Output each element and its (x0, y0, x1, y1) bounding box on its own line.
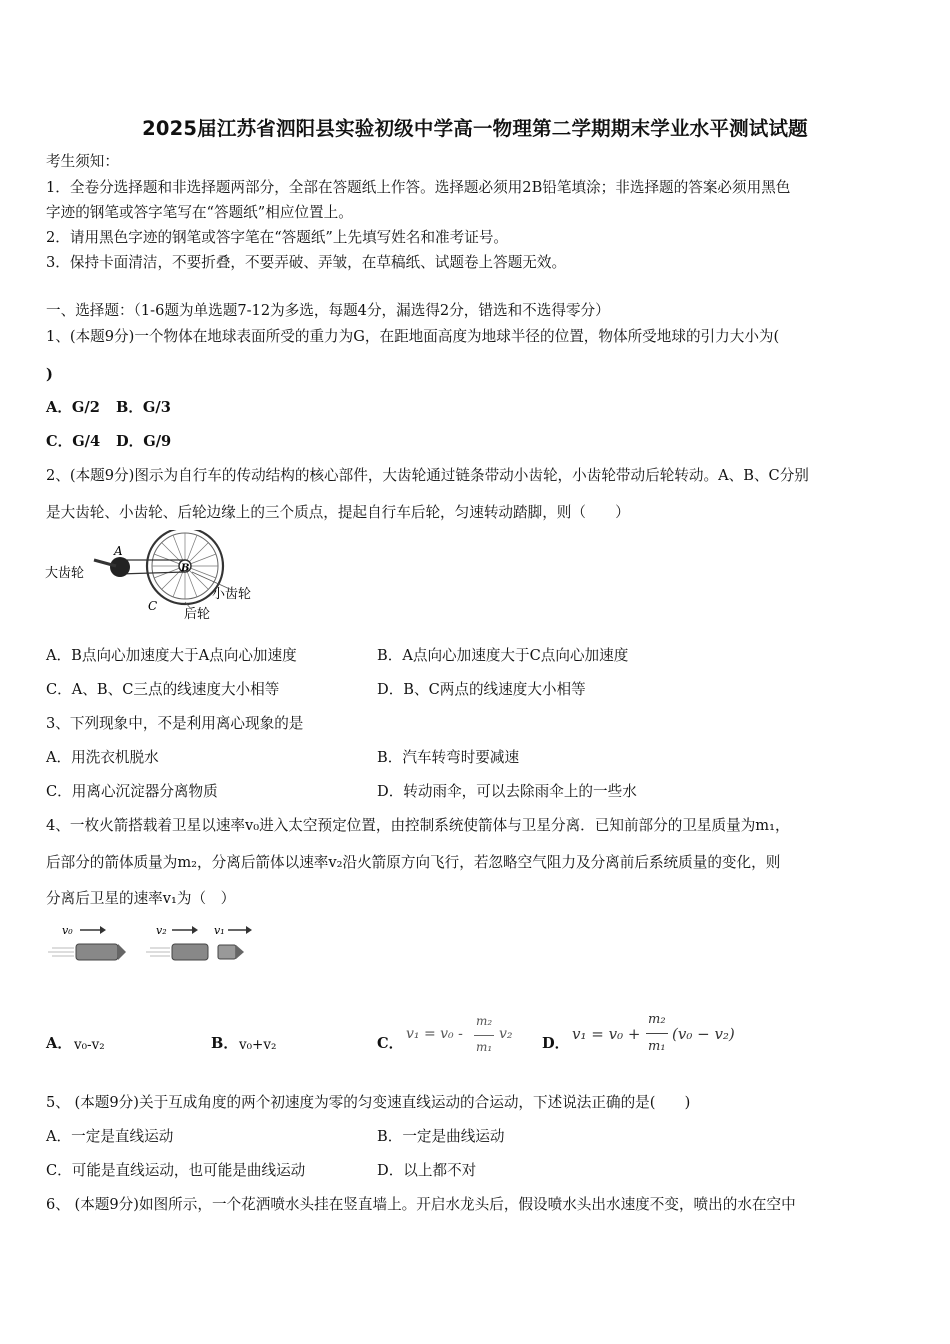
q2-option-c: C．A、B、C三点的线速度大小相等 (46, 681, 280, 698)
notice-heading: 考生须知： (46, 153, 119, 170)
q4-option-a-label: A． (46, 1035, 72, 1052)
question-3-text: 3、下列现象中，不是利用离心现象的是 (46, 715, 304, 732)
label-a: A (114, 544, 123, 558)
formula-c-tail: v₂ (499, 1026, 513, 1042)
formula-d-bar (646, 1033, 668, 1034)
label-v2: v₂ (156, 924, 167, 937)
rocket-separation-figure (46, 920, 261, 975)
label-v1: v₁ (214, 924, 225, 937)
q1-option-a: A．G/2 (46, 399, 100, 416)
section-heading: 一、选择题：（1-6题为单选题7-12为多选，每题4分，漏选得2分，错选和不选得零分） (46, 302, 610, 319)
q5-option-b: B．一定是曲线运动 (377, 1128, 505, 1145)
q4-option-c-formula (406, 1014, 526, 1058)
q2-option-a: A．B点向心加速度大于A点向心加速度 (46, 647, 297, 664)
formula-d-lhs: v₁ = v₀ + (572, 1025, 641, 1043)
notice-item: 2．请用黑色字迹的钢笔或答字笔在“答题纸”上先填写姓名和准考证号。 (46, 229, 509, 246)
question-4-text-cont: 后部分的箭体质量为m₂，分离后箭体以速率v₂沿火箭原方向飞行，若忽略空气阻力及分离前后系统质量的变化，则 (46, 854, 781, 871)
rocket-after (146, 924, 252, 960)
q3-option-a: A．用洗衣机脱水 (46, 749, 159, 766)
formula-c-lhs: v₁ = v₀ - (406, 1026, 463, 1042)
notice-item: 字迹的钢笔或答字笔写在“答题纸”相应位置上。 (46, 204, 353, 221)
formula-c-den: m₁ (476, 1040, 493, 1054)
label-c: C (148, 599, 158, 613)
q4-option-b: v₀+v₂ (239, 1037, 277, 1053)
q2-option-b: B．A点向心加速度大于C点向心加速度 (377, 647, 629, 664)
question-4-text-cont2: 分离后卫星的速率v₁为（ ） (46, 890, 236, 907)
q3-option-b: B．汽车转弯时要减速 (377, 749, 520, 766)
formula-d-den: m₁ (648, 1039, 666, 1054)
label-v0: v₀ (62, 924, 73, 937)
notice-item: 3．保持卡面清洁，不要折叠，不要弄破、弄皱，在草稿纸、试题卷上答题无效。 (46, 254, 567, 271)
q4-option-b-label: B． (211, 1035, 238, 1052)
question-5-text: 5、 (本题9分)关于互成角度的两个初速度为零的匀变速直线运动的合运动，下述说法正确的是( ) (46, 1094, 691, 1111)
q5-option-c: C．可能是直线运动，也可能是曲线运动 (46, 1162, 306, 1179)
q2-option-d: D．B、C两点的线速度大小相等 (377, 681, 586, 698)
q5-option-d: D．以上都不对 (377, 1162, 477, 1179)
rocket-before (48, 924, 126, 960)
q4-option-a: v₀-v₂ (74, 1037, 105, 1053)
label-b: B (181, 563, 190, 574)
bicycle-transmission-figure (42, 530, 267, 625)
formula-d-num: m₂ (648, 1012, 666, 1027)
q5-option-a: A．一定是直线运动 (46, 1128, 174, 1145)
question-1-text: 1、(本题9分)一个物体在地球表面所受的重力为G，在距地面高度为地球半径的位置，物体所受地球的引力大小为( (46, 328, 780, 345)
question-1-text-cont: ) (46, 366, 53, 383)
q4-option-c-label: C． (377, 1035, 404, 1052)
q1-option-b: B．G/3 (116, 399, 171, 416)
q1-option-c: C．G/4 (46, 433, 101, 450)
label-rear-wheel: 后轮 (184, 607, 211, 622)
label-big-gear: 大齿轮 (45, 566, 85, 581)
notice-item: 1．全卷分选择题和非选择题两部分，全部在答题纸上作答。选择题必须用2B铅笔填涂；非选择题的答案必须用黑色 (46, 179, 791, 196)
question-6-text: 6、 (本题9分)如图所示，一个花洒喷水头挂在竖直墙上。开启水龙头后，假设喷水头出水速度不变，喷出的水在空中 (46, 1196, 796, 1213)
formula-c-bar (474, 1035, 494, 1036)
q3-option-d: D．转动雨伞，可以去除雨伞上的一些水 (377, 783, 637, 800)
q4-option-d-formula (572, 1012, 742, 1058)
q3-option-c: C．用离心沉淀器分离物质 (46, 783, 218, 800)
q1-option-d: D．G/9 (116, 433, 172, 450)
big-gear (110, 557, 130, 577)
question-2-text: 2、(本题9分)图示为自行车的传动结构的核心部件，大齿轮通过链条带动小齿轮，小齿轮带动后轮转动。A、B、C分别 (46, 467, 809, 484)
q4-option-d-label: D． (542, 1035, 570, 1052)
question-2-text-cont: 是大齿轮、小齿轮、后轮边缘上的三个质点，提起自行车后轮，匀速转动踏脚，则（ ） (46, 504, 630, 521)
formula-d-tail: (v₀ − v₂) (672, 1025, 735, 1043)
page-title: 2025届江苏省泗阳县实验初级中学高一物理第二学期期末学业水平测试试题 (142, 117, 808, 140)
formula-c-num: m₂ (476, 1014, 493, 1028)
label-small-gear: 小齿轮 (212, 587, 252, 602)
question-4-text: 4、一枚火箭搭载着卫星以速率v₀进入太空预定位置，由控制系统使箭体与卫星分离．已知前部分的卫星质量为m₁， (46, 817, 790, 834)
